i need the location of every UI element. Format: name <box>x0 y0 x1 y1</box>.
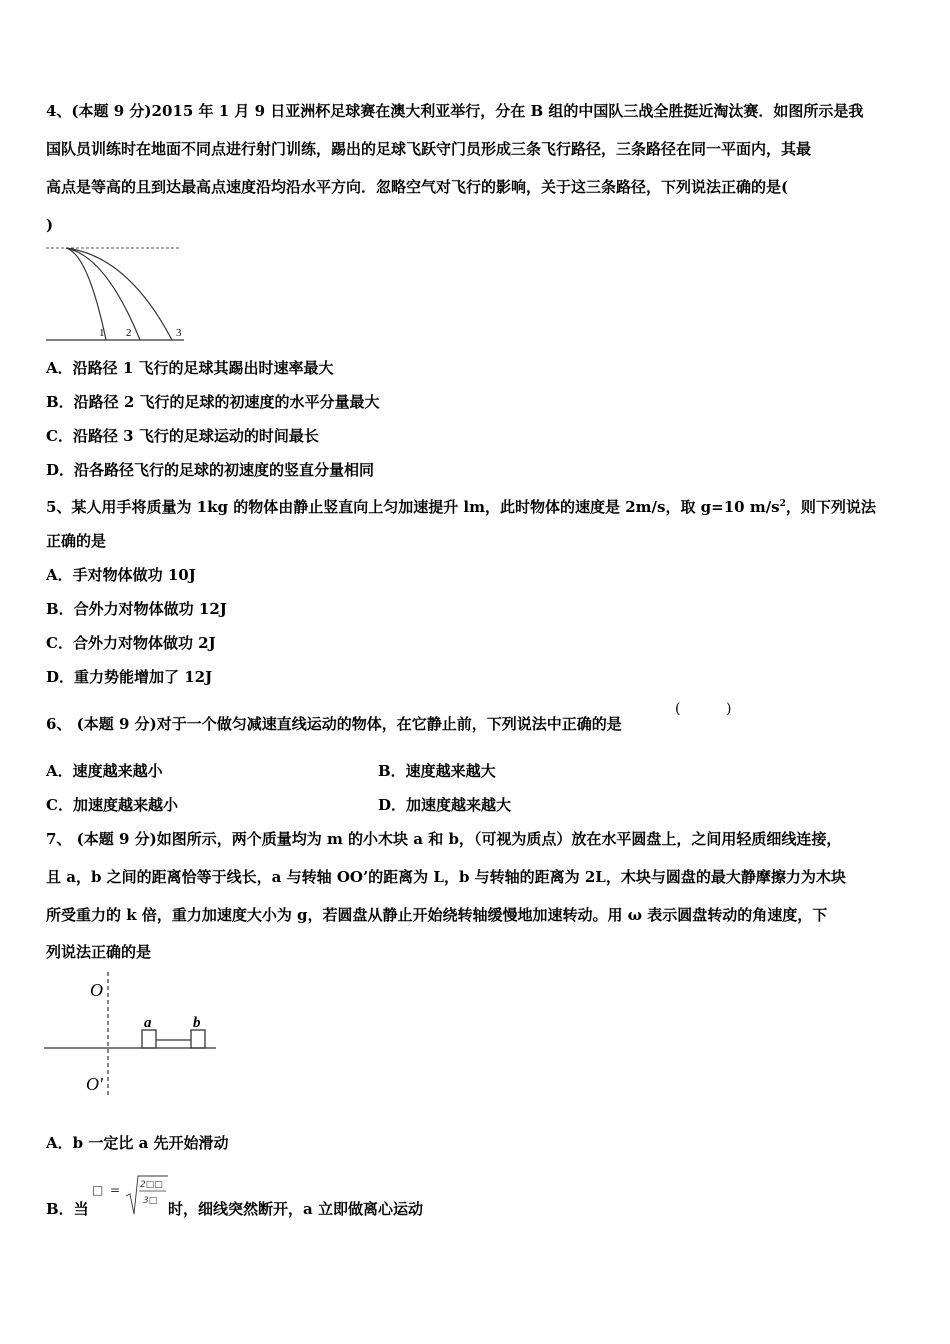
q5-option-d[interactable]: D．重力势能增加了 12J <box>46 668 213 686</box>
block-b <box>191 1030 205 1048</box>
formula-denominator: 3□ <box>143 1196 158 1206</box>
q5-stem-line-2: 正确的是 <box>46 532 107 550</box>
block-a <box>142 1030 156 1048</box>
path-1-label: 1 <box>99 327 105 339</box>
q6-option-a[interactable]: A．速度越来越小 <box>46 762 163 780</box>
q4-trajectory-figure <box>46 240 196 345</box>
q4-stem-line-4: ) <box>46 216 54 234</box>
q4-stem-line-2: 国队员训练时在地面不同点进行射门训练，踢出的足球飞跃守门员形成三条飞行路径，三条路径在同一平面内，其最 <box>46 140 812 158</box>
q5-stem-main: 5、某人用手将质量为 1kg 的物体由静止竖直向上匀加速提升 lm，此时物体的速度是 2m/s，取 g=10 m/s <box>46 498 780 516</box>
q4-option-d[interactable]: D．沿各路径飞行的足球的初速度的竖直分量相同 <box>46 461 375 479</box>
q7-option-b-prefix[interactable]: B．当 <box>46 1200 89 1218</box>
q5-option-c[interactable]: C．合外力对物体做功 2J <box>46 634 216 652</box>
q4-option-c[interactable]: C．沿路径 3 飞行的足球运动的时间最长 <box>46 427 319 445</box>
q5-option-b[interactable]: B．合外力对物体做功 12J <box>46 600 227 618</box>
q7-stem-line-2: 且 a，b 之间的距离恰等于线长，a 与转轴 OO’的距离为 L，b 与转轴的距离为 2L，木块与圆盘的最大静摩擦力为木块 <box>46 868 846 886</box>
q6-stem: 6、 (本题 9 分)对于一个做匀减速直线运动的物体，在它静止前，下列说法中正确的是 <box>46 715 622 733</box>
q7-option-a[interactable]: A．b 一定比 a 先开始滑动 <box>46 1134 229 1152</box>
formula-equals: = <box>110 1183 121 1197</box>
q5-option-a[interactable]: A．手对物体做功 10J <box>46 566 196 584</box>
path-2-label: 2 <box>126 327 132 339</box>
q6-option-c[interactable]: C．加速度越来越小 <box>46 796 178 814</box>
q4-option-a[interactable]: A．沿路径 1 飞行的足球其踢出时速率最大 <box>46 359 334 377</box>
q7-disk-figure <box>44 970 244 1100</box>
path-3-label: 3 <box>176 327 182 339</box>
q6-option-b[interactable]: B．速度越来越大 <box>378 762 496 780</box>
q7-omega-formula <box>92 1172 168 1218</box>
formula-numerator: 2□□ <box>140 1180 163 1190</box>
q4-option-b[interactable]: B．沿路径 2 飞行的足球的初速度的水平分量最大 <box>46 393 380 411</box>
q6-paren-open: ( <box>675 701 681 717</box>
q7-stem-line-4: 列说法正确的是 <box>46 943 152 961</box>
q6-option-d[interactable]: D．加速度越来越大 <box>378 796 512 814</box>
q5-stem-line-1 <box>46 494 876 517</box>
q4-stem-line-3: 高点是等高的且到达最高点速度沿均沿水平方向．忽略空气对飞行的影响，关于这三条路径，下列说法正确的是( <box>46 178 789 196</box>
path-3-curve <box>66 248 172 340</box>
block-b-label: b <box>193 1015 201 1031</box>
axis-label-o: O <box>90 980 103 1000</box>
q5-stem-tail: ，则下列说法 <box>785 498 876 516</box>
q7-option-b-suffix[interactable]: 时，细线突然断开，a 立即做离心运动 <box>168 1200 423 1218</box>
q7-stem-line-1: 7、 (本题 9 分)如图所示，两个质量均为 m 的小木块 a 和 b，（可视为质点）放在水平圆盘上，之间用轻质细线连接， <box>46 830 842 848</box>
formula-lhs: □ <box>92 1183 104 1197</box>
q6-paren-close: ) <box>726 701 732 717</box>
q4-stem-line-1: 4、(本题 9 分)2015 年 1 月 9 日亚洲杯足球赛在澳大利亚举行，分在 B 组的中国队三战全胜挺近淘汰赛．如图所示是我 <box>46 102 864 120</box>
q5-stem-superscript: 2 <box>779 499 786 509</box>
axis-label-o-prime: O′ <box>86 1074 103 1094</box>
q7-stem-line-3: 所受重力的 k 倍，重力加速度大小为 g，若圆盘从静止开始绕转轴缓慢地加速转动。用 ω 表示圆盘转动的角速度，下 <box>46 906 828 924</box>
block-a-label: a <box>144 1015 152 1031</box>
